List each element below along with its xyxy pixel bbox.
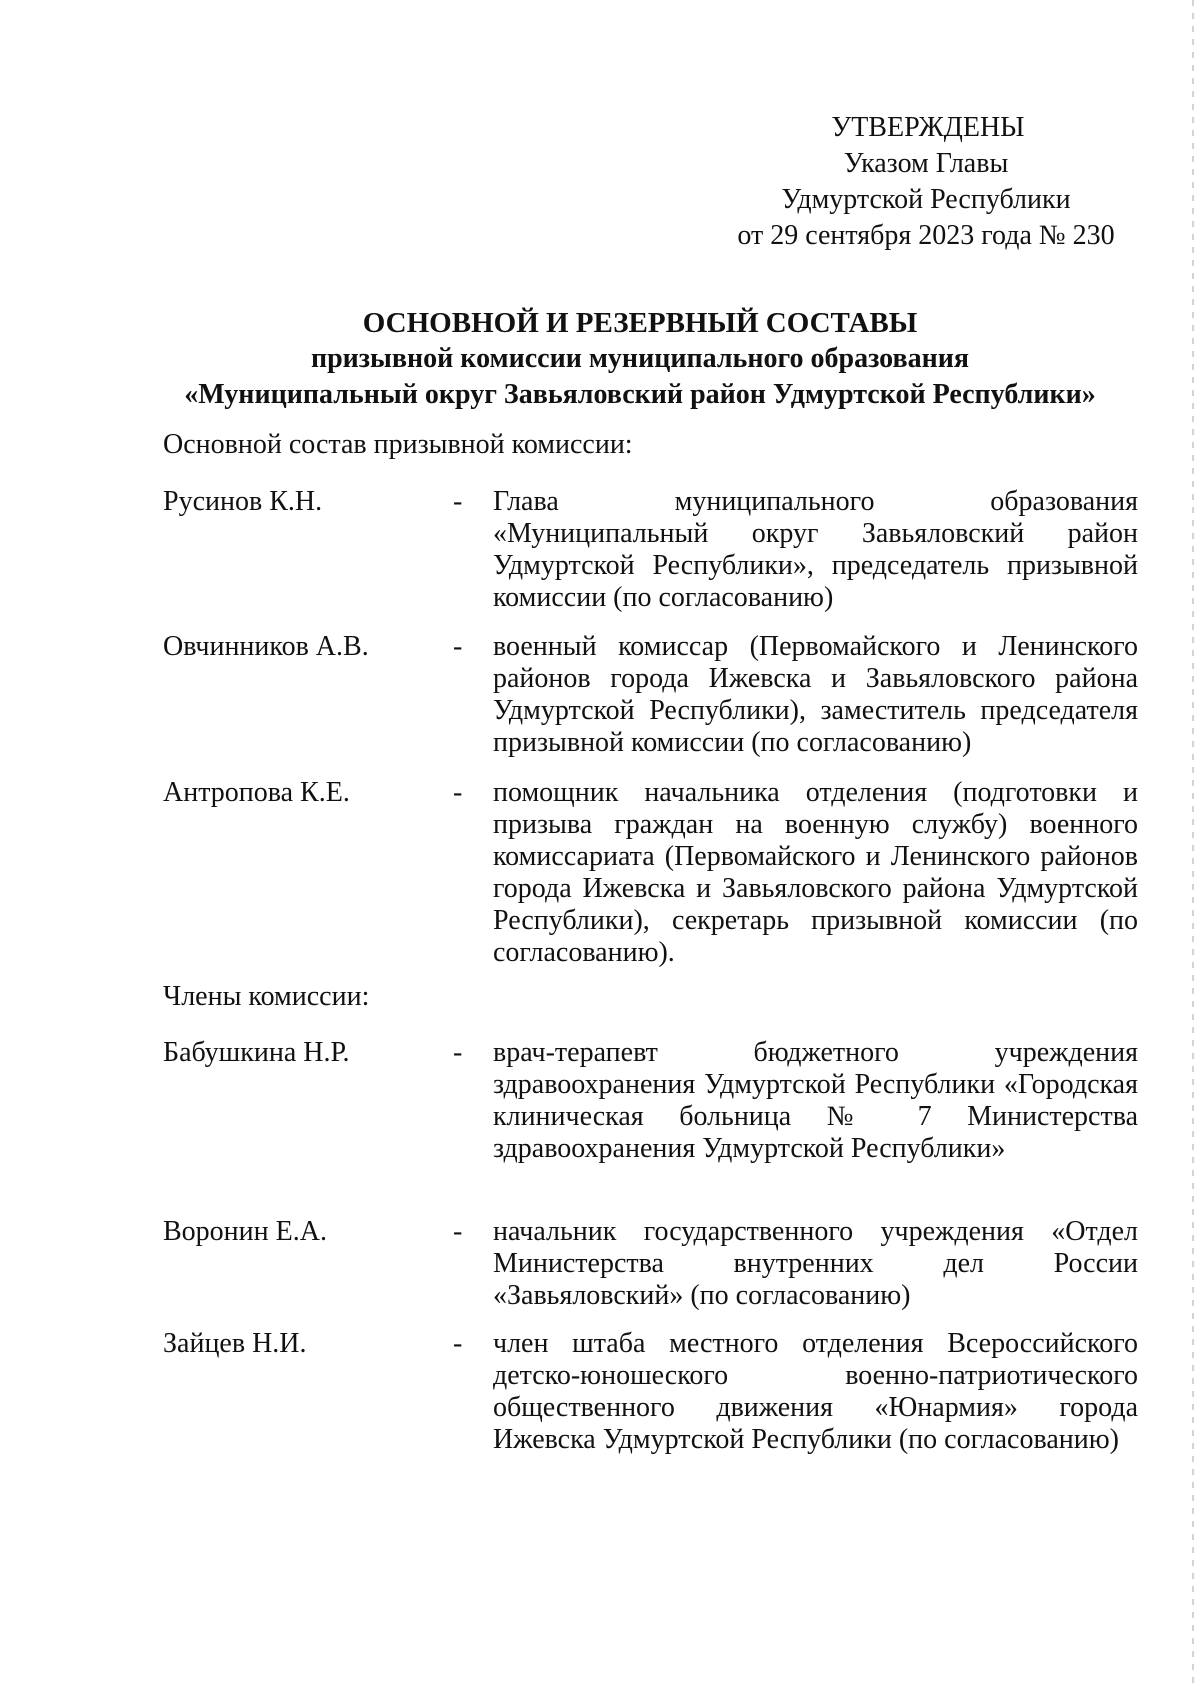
approval-line-decree: Указом Главы xyxy=(843,148,1009,179)
document-title: ОСНОВНОЙ И РЕЗЕРВНЫЙ СОСТАВЫ xyxy=(362,307,918,339)
member-dash: - xyxy=(453,1216,463,1247)
approval-line-republic: Удмуртской Республики xyxy=(781,184,1071,215)
member-name: Антропова К.Е. xyxy=(163,777,350,808)
member-role: врач-терапевт бюджетного учреждения здравоохранения Удмуртской Республики «Городская клиническая больница № 7 Министерства здравоохранения Удмуртской Республики» xyxy=(493,1037,1138,1164)
member-dash: - xyxy=(453,631,463,662)
approval-heading: УТВЕРЖДЕНЫ xyxy=(831,112,1025,143)
member-dash: - xyxy=(453,1037,463,1068)
member-name: Овчинников А.В. xyxy=(163,631,369,662)
document-subtitle-line-2: «Муниципальный округ Завьяловский район Удмуртской Республики» xyxy=(184,379,1096,410)
document-subtitle-line-1: призывной комиссии муниципального образования xyxy=(310,343,970,374)
document-title-block xyxy=(160,305,1120,413)
approval-line-date: от 29 сентября 2023 года № 230 xyxy=(737,220,1115,251)
scan-edge-artifact xyxy=(1192,0,1194,1686)
member-role: начальник государственного учреждения «Отдел Министерства внутренних дел России «Завьяловский» (по согласованию) xyxy=(493,1216,1138,1311)
member-dash: - xyxy=(453,1328,463,1359)
member-dash: - xyxy=(453,777,463,808)
member-role: член штаба местного отделения Всероссийского детско-юношеского военно-патриотического общественного движения «Юнармия» города Ижевска Удмуртской Республики (по согласованию) xyxy=(493,1328,1138,1455)
member-name: Воронин Е.А. xyxy=(163,1216,327,1247)
commission-members-heading: Члены комиссии: xyxy=(163,981,370,1012)
member-dash: - xyxy=(453,486,463,517)
member-role: военный комиссар (Первомайского и Ленинского районов города Ижевска и Завьяловского района Удмуртской Республики), заместитель председателя призывной комиссии (по согласованию) xyxy=(493,631,1138,758)
approval-stamp-block xyxy=(720,110,1132,254)
main-composition-heading: Основной состав призывной комиссии: xyxy=(163,429,633,460)
member-name: Русинов К.Н. xyxy=(163,486,323,517)
member-role: помощник начальника отделения (подготовки и призыва граждан на военную службу) военного комиссариата (Первомайского и Ленинского районов города Ижевска и Завьяловского района Удмуртской Республики), секретарь призывной комиссии (по согласованию). xyxy=(493,777,1138,968)
member-name: Бабушкина Н.Р. xyxy=(163,1037,350,1068)
member-name: Зайцев Н.И. xyxy=(163,1328,307,1359)
member-role: Глава муниципального образования «Муниципальный округ Завьяловский район Удмуртской Республики», председатель призывной комиссии (по согласованию) xyxy=(493,486,1138,613)
